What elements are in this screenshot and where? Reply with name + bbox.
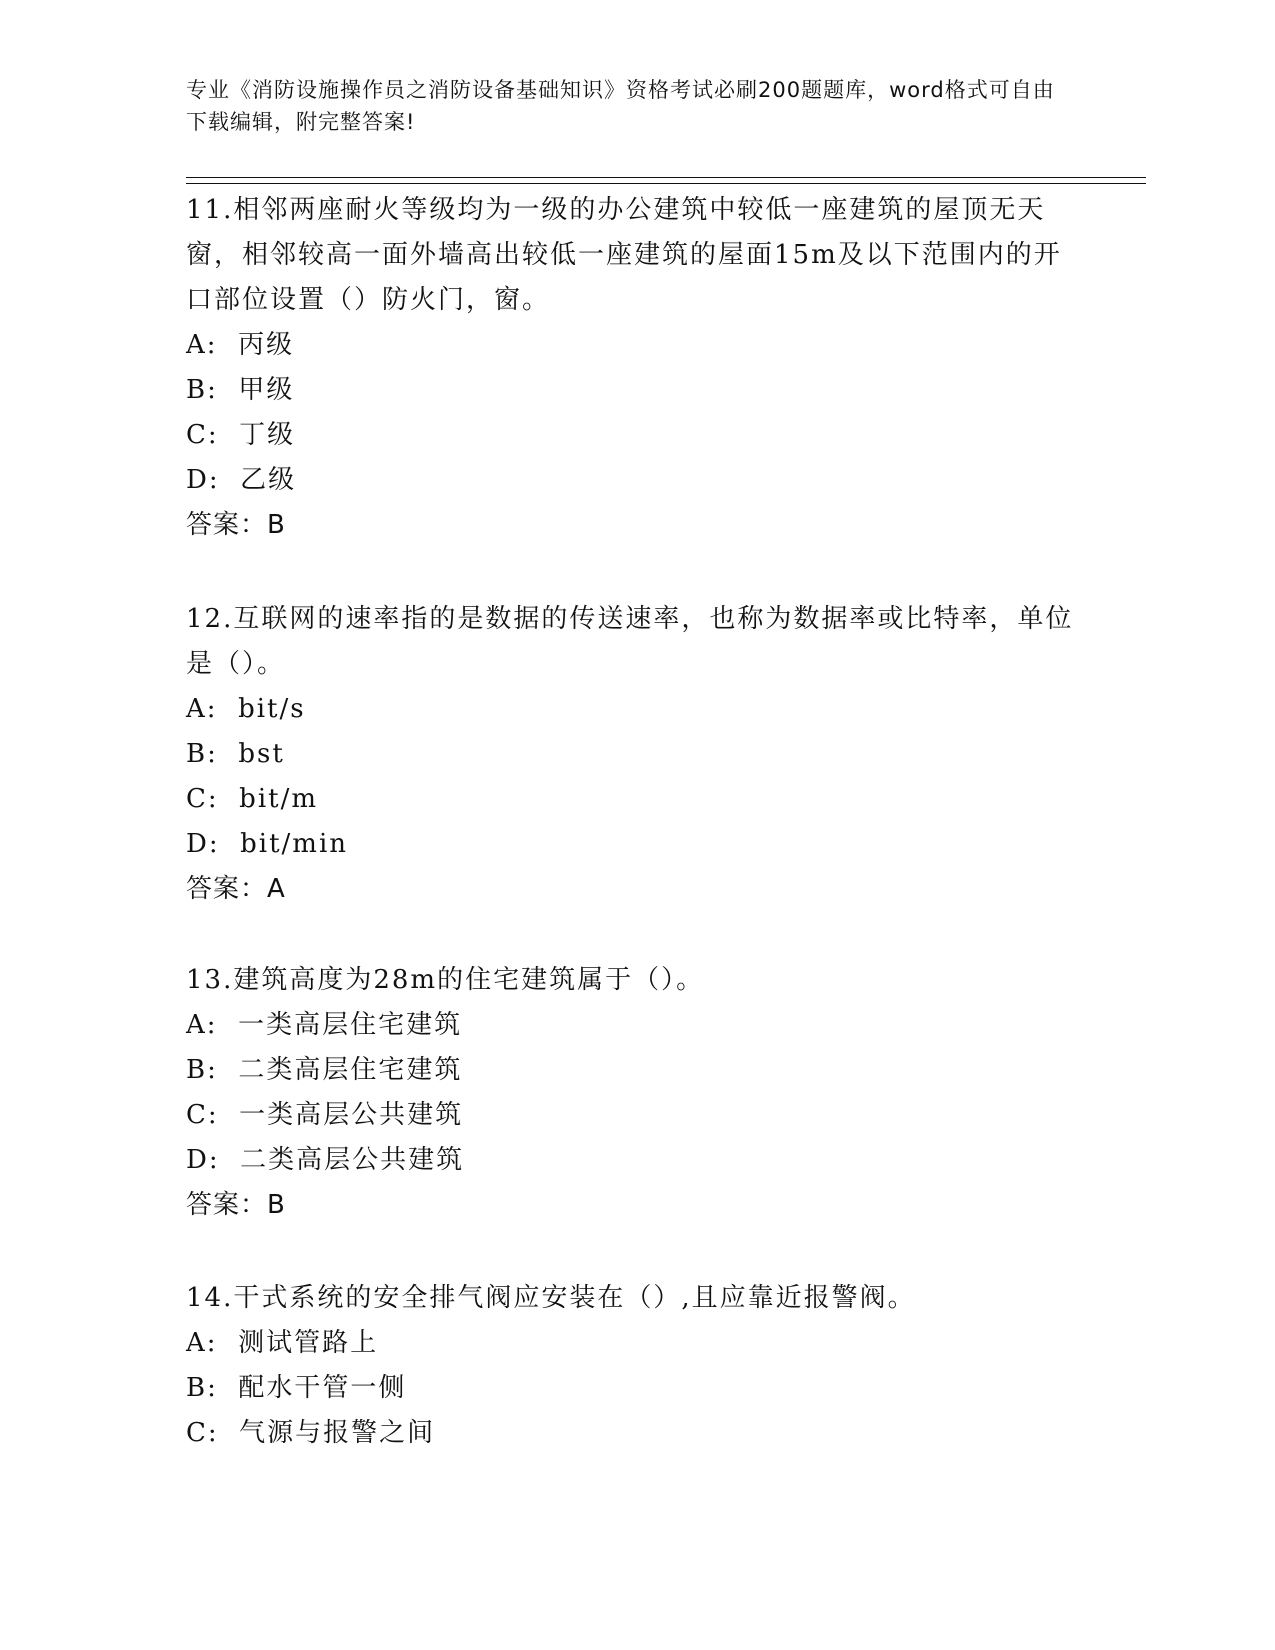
answer: 答案：B [186, 510, 286, 540]
question-stem: 14.干式系统的安全排气阀应安装在（）,且应靠近报警阀。 [186, 1283, 916, 1313]
option-d: D: 乙级 [186, 465, 297, 495]
option-a: A: 一类高层住宅建筑 [186, 1010, 463, 1040]
header-divider-bottom [186, 183, 1146, 184]
option-a: A: 丙级 [186, 330, 295, 360]
question-stem: 13.建筑高度为28m的住宅建筑属于（）。 [186, 965, 705, 995]
question-stem: 12.互联网的速率指的是数据的传送速率，也称为数据率或比特率，单位是（）。 [186, 604, 1074, 679]
question-11 [186, 188, 1086, 548]
option-c: C: bit/m [186, 784, 319, 814]
question-14 [186, 1276, 1086, 1456]
document-header: 专业《消防设施操作员之消防设备基础知识》资格考试必刷200题题库，word格式可自由下载编辑，附完整答案! [186, 78, 1055, 134]
answer: 答案：A [186, 874, 286, 904]
question-13 [186, 958, 1086, 1228]
option-d: D: 二类高层公共建筑 [186, 1145, 465, 1175]
option-a: A: bit/s [186, 694, 306, 724]
option-c: C: 丁级 [186, 420, 296, 450]
option-b: B: 甲级 [186, 375, 295, 405]
header-divider-top [186, 177, 1146, 178]
option-b: B: bst [186, 739, 285, 769]
option-b: B: 二类高层住宅建筑 [186, 1055, 463, 1085]
option-c: C: 一类高层公共建筑 [186, 1100, 464, 1130]
option-d: D: bit/min [186, 829, 349, 859]
answer: 答案：B [186, 1190, 286, 1220]
question-12 [186, 597, 1086, 912]
question-stem: 11.相邻两座耐火等级均为一级的办公建筑中较低一座建筑的屋顶无天窗，相邻较高一面外墙高出较低一座建筑的屋面15m及以下范围内的开口部位设置（）防火门，窗。 [186, 195, 1062, 315]
option-a: A: 测试管路上 [186, 1328, 379, 1358]
option-c: C: 气源与报警之间 [186, 1418, 436, 1448]
option-b: B: 配水干管一侧 [186, 1373, 407, 1403]
